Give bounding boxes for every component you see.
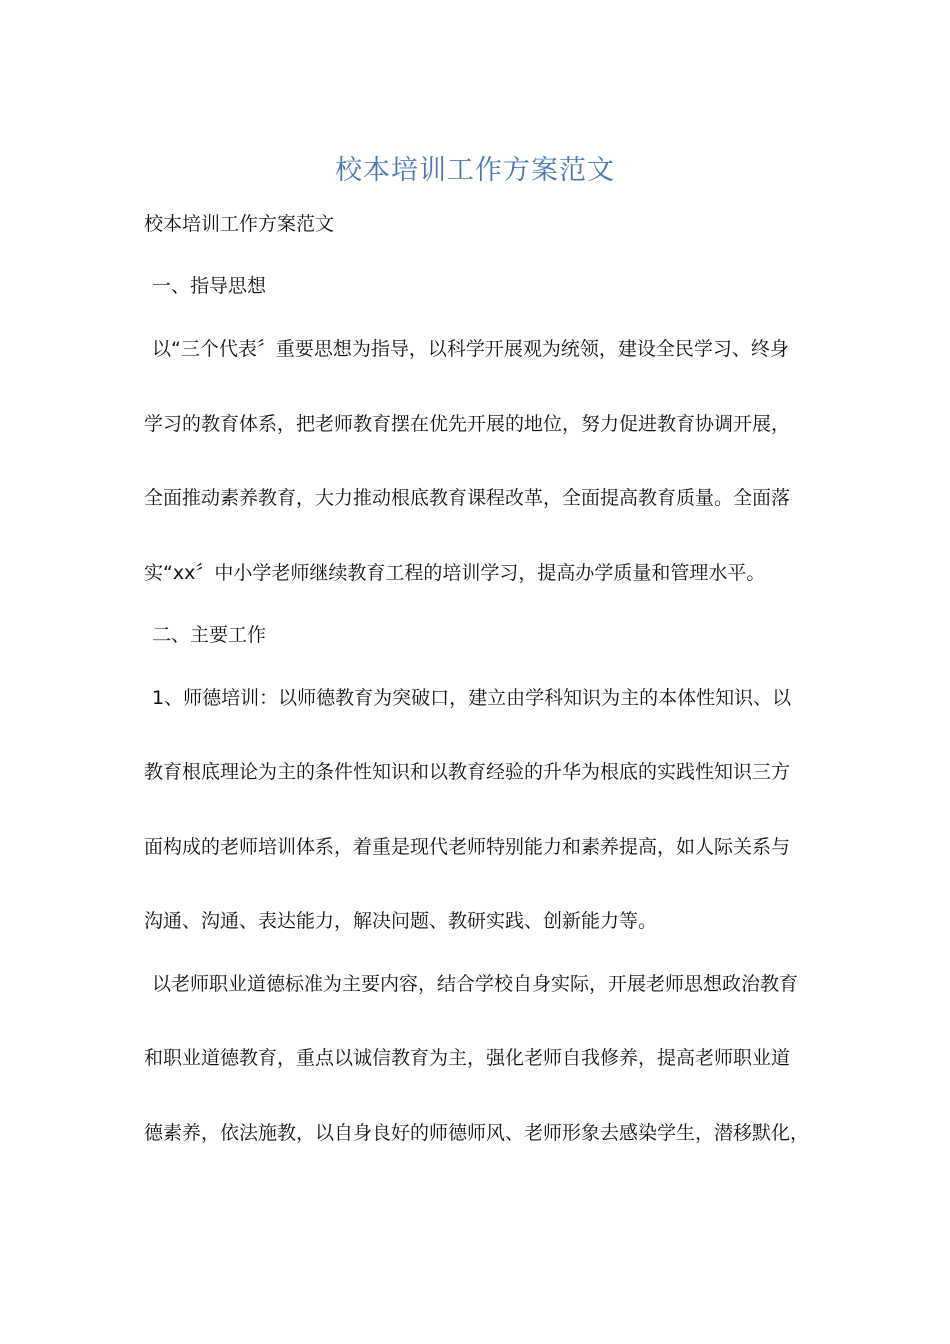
document-title: 校本培训工作方案范文 [335,155,615,186]
section-heading: 二、主要工作 [152,624,267,646]
paragraph-line: 以老师职业道德标准为主要内容，结合学校自身实际，开展老师思想政治教育 [152,973,799,995]
paragraph-line: 面构成的老师培训体系，着重是现代老师特别能力和素养提高，如人际关系与 [144,836,791,858]
paragraph-line: 德素养，依法施教，以自身良好的师德师风、老师形象去感染学生，潜移默化， [144,1122,810,1144]
paragraph-line: 教育根底理论为主的条件性知识和以教育经验的升华为根底的实践性知识三方 [144,761,791,783]
section-heading: 一、指导思想 [152,275,267,297]
paragraph-line: 以“三个代表〞重要思想为指导，以科学开展观为统领，建设全民学习、终身 [152,338,789,360]
paragraph-line: 沟通、沟通、表达能力，解决问题、教研实践、创新能力等。 [144,910,658,932]
paragraph-line: 学习的教育体系，把老师教育摆在优先开展的地位，努力促进教育协调开展， [144,413,791,435]
paragraph-line: 和职业道德教育，重点以诚信教育为主，强化老师自我修养，提高老师职业道 [144,1047,791,1069]
paragraph-line: 全面推动素养教育，大力推动根底教育课程改革，全面提高教育质量。全面落 [144,487,791,509]
subtitle-line: 校本培训工作方案范文 [144,213,335,235]
paragraph-line: 1、师德培训：以师德教育为突破口，建立由学科知识为主的本体性知识、以 [152,687,792,709]
paragraph-line: 实“xx〞中小学老师继续教育工程的培训学习，提高办学质量和管理水平。 [144,562,766,584]
